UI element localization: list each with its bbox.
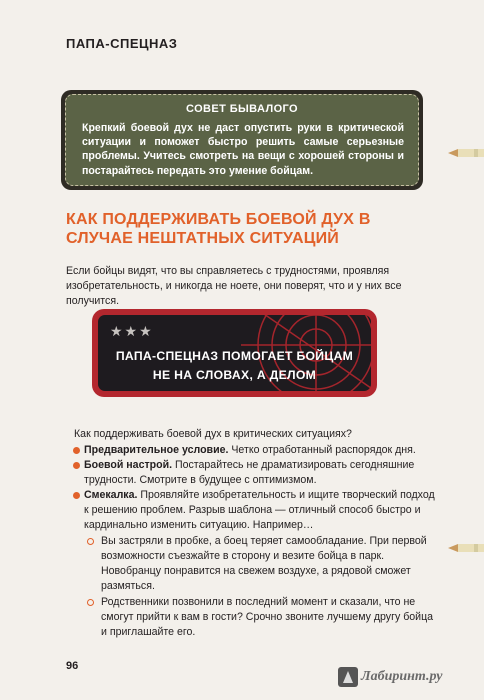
bullet-dot-icon bbox=[73, 462, 80, 469]
list-item-text: Постарайтесь не драматизировать сегодняшние трудности. Смотрите в будущее с оптимизмом. bbox=[84, 459, 415, 486]
intro-paragraph: Если бойцы видят, что вы справляетесь с трудностями, проявляя изобретательность, и никогда не ноете, они поверят, что и у них все получится. bbox=[66, 265, 402, 307]
pencil-illustration-top bbox=[448, 149, 484, 157]
list-item bbox=[74, 458, 436, 488]
tip-text: Крепкий боевой дух не даст опустить руки в критической ситуации и поможет быстро решить самые серьезные проблемы. Учитесь смотреть на вещи с хорошей стороны и постарайтесь передать это умение бойцам. bbox=[82, 122, 404, 177]
watermark bbox=[338, 667, 443, 687]
bullet-ring-icon bbox=[87, 599, 94, 606]
watermark-text: Лабиринт.ру bbox=[361, 669, 443, 684]
tip-box-stitched-panel bbox=[65, 94, 419, 186]
list-lead: Как поддерживать боевой дух в критических ситуациях? bbox=[74, 428, 352, 440]
labirint-logo-icon bbox=[338, 667, 358, 687]
page-number: 96 bbox=[66, 660, 79, 672]
list-item-term: Предварительное условие. bbox=[84, 444, 229, 456]
tip-box bbox=[61, 90, 423, 190]
quote-line-2: НЕ НА СЛОВАХ, А ДЕЛОМ bbox=[152, 368, 317, 382]
quote-banner-text bbox=[98, 347, 371, 385]
list-item-text: Проявляйте изобретательность и ищите творческий подход к решению проблем. Разрыв шаблона — отличный способ быстро и кардинально изменить ситуацию. Например… bbox=[84, 489, 435, 531]
bullet-dot-icon bbox=[73, 492, 80, 499]
sub-list-item bbox=[87, 534, 436, 594]
bullet-list bbox=[74, 443, 436, 640]
tip-title: СОВЕТ БЫВАЛОГО bbox=[186, 103, 298, 115]
list-item-term: Боевой настрой. bbox=[84, 459, 173, 471]
sub-list-item-text: Вы застряли в пробке, а боец теряет самообладание. При первой возможности съезжайте в сторону и везите бойца в парк. Новобранцу понравится на свежем воздухе, а рядовой сможет размяться. bbox=[101, 535, 427, 592]
sub-list-item bbox=[87, 595, 436, 640]
bullet-ring-icon bbox=[87, 538, 94, 545]
list-item bbox=[74, 443, 436, 458]
section-title: КАК ПОДДЕРЖИВАТЬ БОЕВОЙ ДУХ В СЛУЧАЕ НЕШТАТНЫХ СИТУАЦИЙ bbox=[66, 211, 371, 247]
bullet-dot-icon bbox=[73, 447, 80, 454]
pencil-illustration-bottom bbox=[448, 544, 484, 552]
quote-banner-panel bbox=[98, 315, 371, 391]
quote-banner bbox=[92, 309, 377, 397]
running-head: ПАПА-СПЕЦНАЗ bbox=[66, 36, 178, 51]
list-item-text: Четко отработанный распорядок дня. bbox=[228, 444, 416, 456]
list-item-term: Смекалка. bbox=[84, 489, 138, 501]
quote-line-1: ПАПА-СПЕЦНАЗ ПОМОГАЕТ БОЙЦАМ bbox=[115, 349, 354, 363]
three-stars-icon: ★★★ bbox=[110, 323, 154, 339]
sub-list-item-text: Родственники позвонили в последний момент и сказали, что не смогут прийти к вам в гости? Срочно звоните лучшему другу бойца и приглашайте его. bbox=[101, 596, 434, 638]
list-item bbox=[74, 488, 436, 533]
